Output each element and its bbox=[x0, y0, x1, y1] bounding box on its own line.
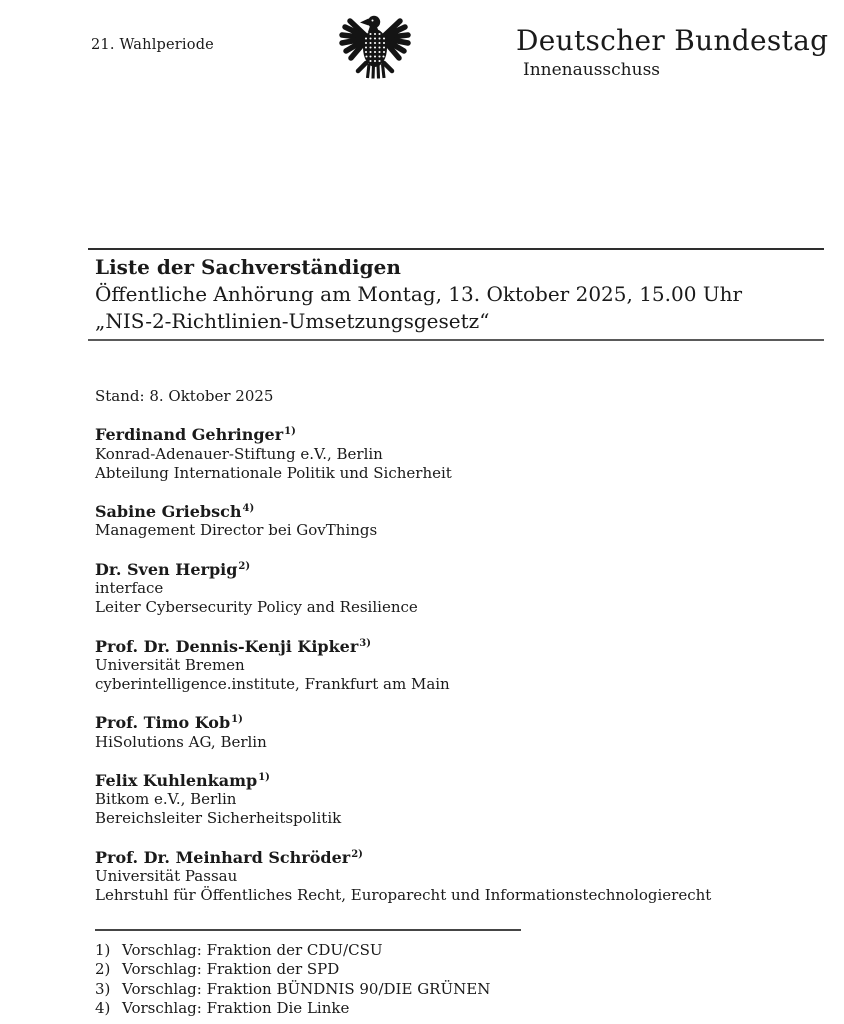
footnote-ref: 2) bbox=[238, 560, 251, 572]
expert-name bbox=[95, 560, 805, 579]
expert-entry bbox=[95, 502, 805, 540]
footnotes bbox=[95, 941, 490, 1018]
footnote-ref: 1) bbox=[231, 714, 243, 726]
expert-affiliation: interface bbox=[95, 578, 164, 597]
footnote-text: Vorschlag: Fraktion Die Linke bbox=[122, 998, 350, 1017]
expert-role: Leiter Cybersecurity Policy and Resilience bbox=[95, 598, 418, 617]
footnote-ref: 4) bbox=[242, 503, 255, 515]
expert-name bbox=[95, 425, 805, 444]
expert-affiliation: Universität Bremen bbox=[95, 655, 245, 674]
expert-name-text: Prof. Dr. Meinhard Schröder bbox=[95, 847, 351, 867]
expert-name-text: Felix Kuhlenkamp bbox=[95, 770, 258, 790]
bundestag-eagle-icon bbox=[337, 7, 413, 81]
expert-role: Lehrstuhl für Öffentliches Recht, Europarecht und Informationstechnologierecht bbox=[95, 886, 712, 905]
footnote-text: Vorschlag: Fraktion der CDU/CSU bbox=[122, 941, 383, 959]
expert-name bbox=[95, 713, 805, 732]
hearing-info: Öffentliche Anhörung am Montag, 13. Oktober 2025, 15.00 Uhr bbox=[95, 282, 743, 306]
expert-name-text: Ferdinand Gehringer bbox=[95, 425, 284, 445]
footnote-item bbox=[95, 960, 490, 979]
institution-name: Deutscher Bundestag bbox=[516, 24, 829, 57]
expert-name bbox=[95, 637, 805, 656]
footnote-text: Vorschlag: Fraktion der SPD bbox=[122, 960, 340, 979]
footnote-ref: 1) bbox=[258, 771, 270, 783]
expert-entry bbox=[95, 848, 805, 906]
document-title: Liste der Sachverständigen bbox=[95, 255, 401, 279]
footnote-item bbox=[95, 999, 490, 1018]
expert-affiliation: HiSolutions AG, Berlin bbox=[95, 732, 267, 751]
expert-name-text: Prof. Timo Kob bbox=[95, 713, 231, 733]
legislative-period: 21. Wahlperiode bbox=[91, 37, 214, 53]
footnote-number: 2) bbox=[95, 960, 111, 979]
title-block bbox=[88, 248, 824, 341]
footnote-number: 1) bbox=[95, 941, 111, 959]
expert-entry bbox=[95, 713, 805, 751]
footnote-ref: 3) bbox=[359, 637, 371, 649]
footnote-number: 3) bbox=[95, 979, 111, 998]
footnote-ref: 2) bbox=[351, 848, 363, 860]
expert-role: Abteilung Internationale Politik und Sicherheit bbox=[95, 463, 452, 482]
expert-list bbox=[95, 387, 805, 925]
expert-entry bbox=[95, 560, 805, 618]
footnote-text: Vorschlag: Fraktion BÜNDNIS 90/DIE GRÜNEN bbox=[122, 979, 491, 998]
expert-role: Bereichsleiter Sicherheitspolitik bbox=[95, 809, 342, 828]
status-date: Stand: 8. Oktober 2025 bbox=[95, 387, 274, 405]
footnote-ref: 1) bbox=[284, 426, 296, 438]
footnote-item bbox=[95, 941, 490, 960]
expert-name-text: Dr. Sven Herpig bbox=[95, 559, 238, 579]
expert-name-text: Sabine Griebsch bbox=[95, 502, 242, 522]
expert-role: cyberintelligence.institute, Frankfurt am Main bbox=[95, 674, 450, 693]
expert-name-text: Prof. Dr. Dennis-Kenji Kipker bbox=[95, 636, 359, 656]
expert-name bbox=[95, 848, 805, 867]
hearing-subject: „NIS-2-Richtlinien-Umsetzungsgesetz“ bbox=[95, 309, 490, 333]
expert-affiliation: Management Director bei GovThings bbox=[95, 521, 378, 540]
expert-name bbox=[95, 502, 805, 521]
expert-entry bbox=[95, 637, 805, 695]
committee-name: Innenausschuss bbox=[523, 60, 661, 80]
expert-affiliation: Universität Passau bbox=[95, 866, 238, 885]
expert-affiliation: Bitkom e.V., Berlin bbox=[95, 790, 237, 809]
footnote-item bbox=[95, 980, 490, 999]
expert-entry bbox=[95, 425, 805, 483]
footnote-number: 4) bbox=[95, 998, 111, 1017]
expert-name bbox=[95, 771, 805, 790]
expert-entry bbox=[95, 771, 805, 829]
expert-affiliation: Konrad-Adenauer-Stiftung e.V., Berlin bbox=[95, 444, 383, 463]
footnote-separator bbox=[95, 929, 521, 931]
